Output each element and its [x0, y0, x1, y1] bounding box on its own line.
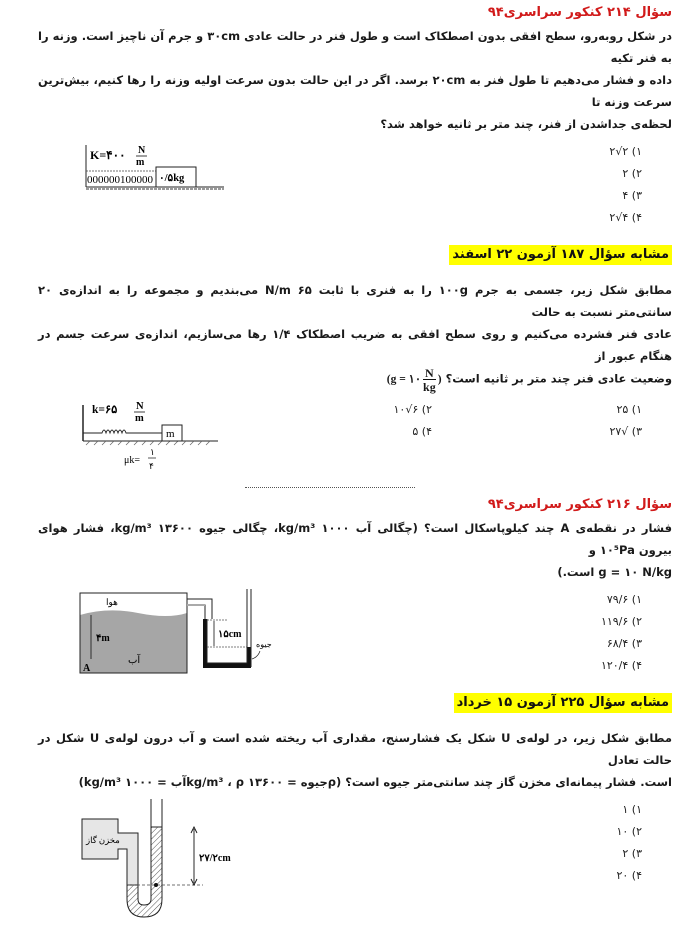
option-3[interactable]: ۳) ۶۸/۴ — [606, 637, 642, 650]
option-1[interactable]: ۱) ۷۹/۶ — [606, 593, 642, 606]
mercury-bottom — [203, 663, 251, 668]
friction-label: μk= — [124, 455, 141, 466]
question-block — [38, 691, 672, 921]
options-list — [601, 589, 672, 677]
gravity-value: (g = ۱۰ — [386, 373, 422, 386]
water-label: آب — [128, 655, 141, 666]
option-2[interactable]: ۲) ۱۱۹/۶ — [600, 615, 642, 628]
option-2[interactable]: ۲) ۶√۱۰ — [393, 403, 432, 416]
spring-mass-figure — [78, 141, 228, 197]
spring: 000000100000 — [87, 174, 154, 186]
point-label: A — [83, 663, 91, 674]
question-text — [38, 25, 672, 135]
question-line-last — [38, 367, 672, 393]
option-1[interactable]: ۱) ۲۵ — [616, 403, 642, 416]
friction-num: ۱ — [150, 447, 155, 457]
friction-den: ۴ — [149, 461, 154, 471]
question-line: مطابق شکل زیر، جسمی به جرم ۱۰۰g را به فنری با ثابت ۶۵ N/m می‌بندیم و مجموعه را به اندازه‌ی ۲۰ سانتی‌متر نسبت به حالت — [38, 283, 672, 319]
question-line: عادی فنر فشرده می‌کنیم و روی سطح افقی به ضریب اصطکاک ۱/۴ رها می‌سازیم، اندازه‌ی سرعت جسم در هنگام عبور از — [38, 327, 672, 363]
connecting-tube — [187, 599, 212, 619]
option-4[interactable]: ۴) ۱۲۰/۴ — [600, 659, 642, 672]
question-title: سؤال ۲۱۶ کنکور سراسری۹۴ — [487, 497, 672, 512]
section-heading — [38, 243, 672, 265]
options-and-figure — [38, 799, 672, 921]
mercury-right — [247, 647, 251, 667]
option-3[interactable]: ۳) ۲ — [622, 847, 642, 860]
dotted-separator — [245, 487, 415, 488]
gravity-unit-den: kg — [423, 380, 436, 394]
options-and-figure — [38, 589, 672, 677]
options-and-figure — [38, 399, 672, 473]
options-and-figure — [38, 141, 672, 229]
unit-numerator: N — [138, 145, 146, 156]
spring-constant-label: K=۴۰۰ — [90, 148, 126, 162]
question-block — [38, 496, 672, 677]
question-line: مطابق شکل زیر، در لوله‌ی U شکل یک فشارسنج، مقداری آب ریخته شده است و آب درون لوله‌ی U شکل در حالت تعادل — [38, 731, 672, 767]
air-label: هوا — [106, 597, 118, 607]
height-label: ۱۵cm — [218, 629, 242, 640]
tank-manometer-figure — [78, 589, 288, 677]
options-list — [609, 141, 672, 229]
option-3[interactable]: ۳) √۲۷ — [609, 425, 642, 438]
mass-label: ۰/۵kg — [159, 173, 185, 184]
unit-denominator: m — [136, 157, 145, 168]
section-title: مشابه سؤال ۲۲۵ آزمون ۱۵ خرداد — [454, 693, 672, 713]
question-line: g = ۱۰ N/kg است.) — [557, 565, 672, 579]
option-4[interactable]: ۴) ۵ — [412, 425, 432, 438]
option-2[interactable]: ۲) ۲ — [622, 167, 642, 180]
question-text — [38, 517, 672, 583]
question-line: وضعیت عادی فنر چند متر بر ثانیه است؟ — [445, 371, 672, 386]
option-2[interactable]: ۲) ۱۰ — [616, 825, 642, 838]
option-3[interactable]: ۳) ۴ — [622, 189, 642, 202]
gravity-note: (g = ۱۰ $\frac{N}{kg}$ ) — [386, 366, 442, 394]
question-block — [38, 243, 672, 473]
option-1[interactable]: ۱) ۲√۲ — [609, 145, 642, 158]
unit-numerator: N — [136, 401, 144, 412]
question-line: داده و فشار می‌دهیم تا طول فنر به ۲۰cm برسد. اگر در این حالت بدون سرعت اولیه وزنه را رها کنیم، بیش‌ترین سرعت وزنه تا — [38, 73, 672, 109]
tank-label: مخزن گاز — [86, 835, 120, 845]
mercury-left — [203, 619, 207, 667]
gas-tank — [82, 819, 138, 885]
height-label: ۲۷/۲cm — [199, 853, 231, 864]
question-title: سؤال ۲۱۴ کنکور سراسری۹۴ — [487, 5, 672, 20]
gravity-unit — [423, 367, 436, 393]
spring — [83, 430, 162, 433]
question-block — [38, 4, 672, 229]
unit-denominator: m — [135, 413, 144, 424]
spring-friction-figure — [78, 399, 228, 473]
question-line: لحظه‌ی جداشدن از فنر، چند متر بر ثانیه خواهد شد؟ — [380, 117, 672, 131]
question-text — [38, 279, 672, 393]
question-line: در شکل روبه‌رو، سطح افقی بدون اصطکاک است و طول فنر در حالت عادی ۳۰cm و جرم آن ناچیز است. وزنه را به فنر تکیه — [38, 29, 672, 65]
mercury-label: جیوه — [256, 640, 272, 649]
depth-label: ۴m — [96, 633, 110, 644]
gas-tank-manometer-figure — [78, 799, 268, 921]
option-1[interactable]: ۱) ۱ — [622, 803, 642, 816]
question-line: فشار در نقطه‌ی A چند کیلوپاسکال است؟ (چگالی آب ۱۰۰۰ kg/m³، چگالی جیوه ۱۳۶۰۰ kg/m³، فشار هوای بیرون ۱۰⁵Pa و — [38, 521, 673, 557]
question-line: است. فشار پیمانه‌ای مخزن گاز چند سانتی‌متر جیوه است؟ (ρجیوه = ۱۳۶۰۰ kg/m³ ، ρآب = ۱۰۰۰ kg/m³) — [78, 775, 672, 789]
option-4[interactable]: ۴) ۲۰ — [616, 869, 642, 882]
option-4[interactable]: ۴) ۴√۲ — [609, 211, 642, 224]
gravity-unit-num: N — [423, 367, 436, 380]
floor-hatch — [86, 441, 210, 445]
options-list — [616, 799, 672, 887]
options-grid — [232, 399, 672, 443]
spring-constant-label: k=۶۵ — [92, 404, 118, 416]
section-title: مشابه سؤال ۱۸۷ آزمون ۲۲ اسفند — [449, 245, 672, 265]
question-text — [38, 727, 672, 793]
mass-label: m — [166, 428, 175, 440]
section-heading — [38, 691, 672, 713]
